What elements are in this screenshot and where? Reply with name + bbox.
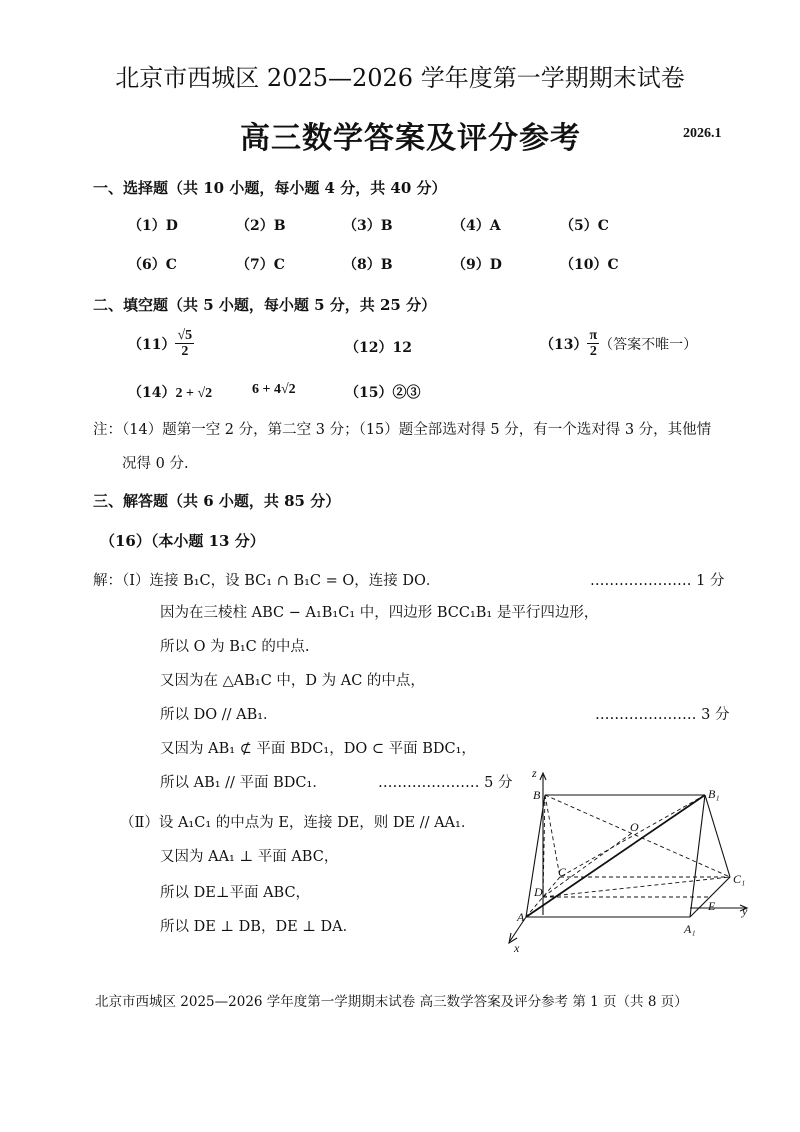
- label-y: y: [742, 904, 748, 918]
- label-O: O: [630, 820, 639, 834]
- solution-line-11: 所以 DE ⊥ DB，DE ⊥ DA．: [160, 919, 358, 935]
- answer-10: （10）C: [560, 257, 619, 273]
- answer-6: （6）C: [128, 257, 177, 273]
- exam-title: 北京市西城区 2025—2026 学年度第一学期期末试卷: [115, 64, 685, 92]
- label-D: D: [534, 885, 543, 899]
- label-x: x: [514, 941, 520, 955]
- q14-label: （14）: [128, 385, 176, 401]
- label-C: C: [558, 865, 567, 879]
- solution-line-1: 解：（Ⅰ）连接 B₁C，设 BC₁ ∩ B₁C = O，连接 DO．: [93, 573, 441, 589]
- answer-5: （5）C: [560, 218, 609, 234]
- solution-line-6: 又因为 AB₁ ⊄ 平面 BDC₁，DO ⊂ 平面 BDC₁，: [160, 741, 476, 757]
- label-A: A: [517, 910, 525, 924]
- q11-label: （11）: [128, 336, 176, 353]
- label-z: z: [532, 766, 537, 780]
- q11-denominator: 2: [181, 344, 189, 360]
- score-3-points: ………………… 3 分: [595, 707, 730, 723]
- label-B1: B₁: [708, 787, 720, 801]
- score-5-points: ………………… 5 分: [378, 775, 513, 791]
- score-1-point: ………………… 1 分: [590, 573, 725, 589]
- q11-answer: [128, 328, 194, 360]
- note-line-1: 注：（14）题第一空 2 分，第二空 3 分；（15）题全部选对得 5 分，有一个选对得 3 分，其他情: [93, 422, 712, 438]
- exam-date: 2026.1: [683, 126, 722, 141]
- q14-answer: [128, 382, 212, 402]
- label-A1: A₁: [684, 922, 696, 936]
- solution-line-9: 又因为 AA₁ ⊥ 平面 ABC，: [160, 849, 339, 865]
- prism-figure: [500, 765, 770, 960]
- q11-numerator: √5: [177, 328, 193, 343]
- answer-1: （1）D: [128, 218, 178, 234]
- solution-line-10: 所以 DE⊥平面 ABC，: [160, 885, 311, 901]
- main-title: 高三数学答案及评分参考: [240, 121, 581, 156]
- page-footer: 北京市西城区 2025—2026 学年度第一学期期末试卷 高三数学答案及评分参考 第 1 页（共 8 页）: [95, 994, 688, 1010]
- answer-7: （7）C: [236, 257, 285, 273]
- segment-DO: [543, 833, 632, 897]
- solution-line-8: （Ⅱ）设 A₁C₁ 的中点为 E，连接 DE，则 DE // AA₁．: [120, 815, 476, 831]
- solution-line-3: 所以 O 为 B₁C 的中点.: [160, 639, 310, 655]
- q12-answer: （12）12: [345, 340, 412, 356]
- edge-B1A1: [690, 795, 705, 917]
- note-line-2: 况得 0 分.: [122, 456, 189, 472]
- q15-answer: （15）②③: [345, 385, 421, 401]
- solution-line-7: 所以 AB₁ // 平面 BDC₁．: [160, 775, 327, 791]
- q13-numerator: π: [589, 328, 598, 343]
- segment-BC1: [545, 795, 730, 877]
- q16-title: （16）（本小题 13 分）: [100, 532, 265, 550]
- q14-first-blank: 2 + √2: [175, 386, 213, 401]
- label-B: B: [533, 788, 541, 802]
- answer-2: （2）B: [236, 218, 286, 234]
- solution-line-4: 又因为在 △AB₁C 中，D 为 AC 的中点，: [160, 673, 425, 689]
- section1-heading: 一、选择题（共 10 小题，每小题 4 分，共 40 分）: [93, 179, 447, 197]
- q13-label: （13）: [540, 336, 588, 353]
- solution-line-5: 所以 DO // AB₁．: [160, 707, 278, 723]
- section3-heading: 三、解答题（共 6 小题，共 85 分）: [93, 492, 341, 510]
- segment-AB1: [526, 795, 705, 917]
- solution-line-2: 因为在三棱柱 ABC − A₁B₁C₁ 中，四边形 BCC₁B₁ 是平行四边形，: [160, 605, 599, 621]
- edge-B1C1: [705, 795, 730, 877]
- segment-B1C: [560, 795, 705, 877]
- q14-second-blank: 6 + 4√2: [252, 382, 296, 397]
- section2-heading: 二、填空题（共 5 小题，每小题 5 分，共 25 分）: [93, 296, 437, 314]
- answer-9: （9）D: [452, 257, 502, 273]
- q13-denominator: 2: [589, 344, 597, 360]
- label-E: E: [708, 899, 716, 913]
- answer-4: （4）A: [452, 218, 501, 234]
- answer-3: （3）B: [343, 218, 393, 234]
- label-C1: C₁: [733, 872, 746, 886]
- answer-8: （8）B: [343, 257, 393, 273]
- q13-answer: [540, 328, 697, 360]
- q13-note: （答案不唯一）: [599, 336, 698, 353]
